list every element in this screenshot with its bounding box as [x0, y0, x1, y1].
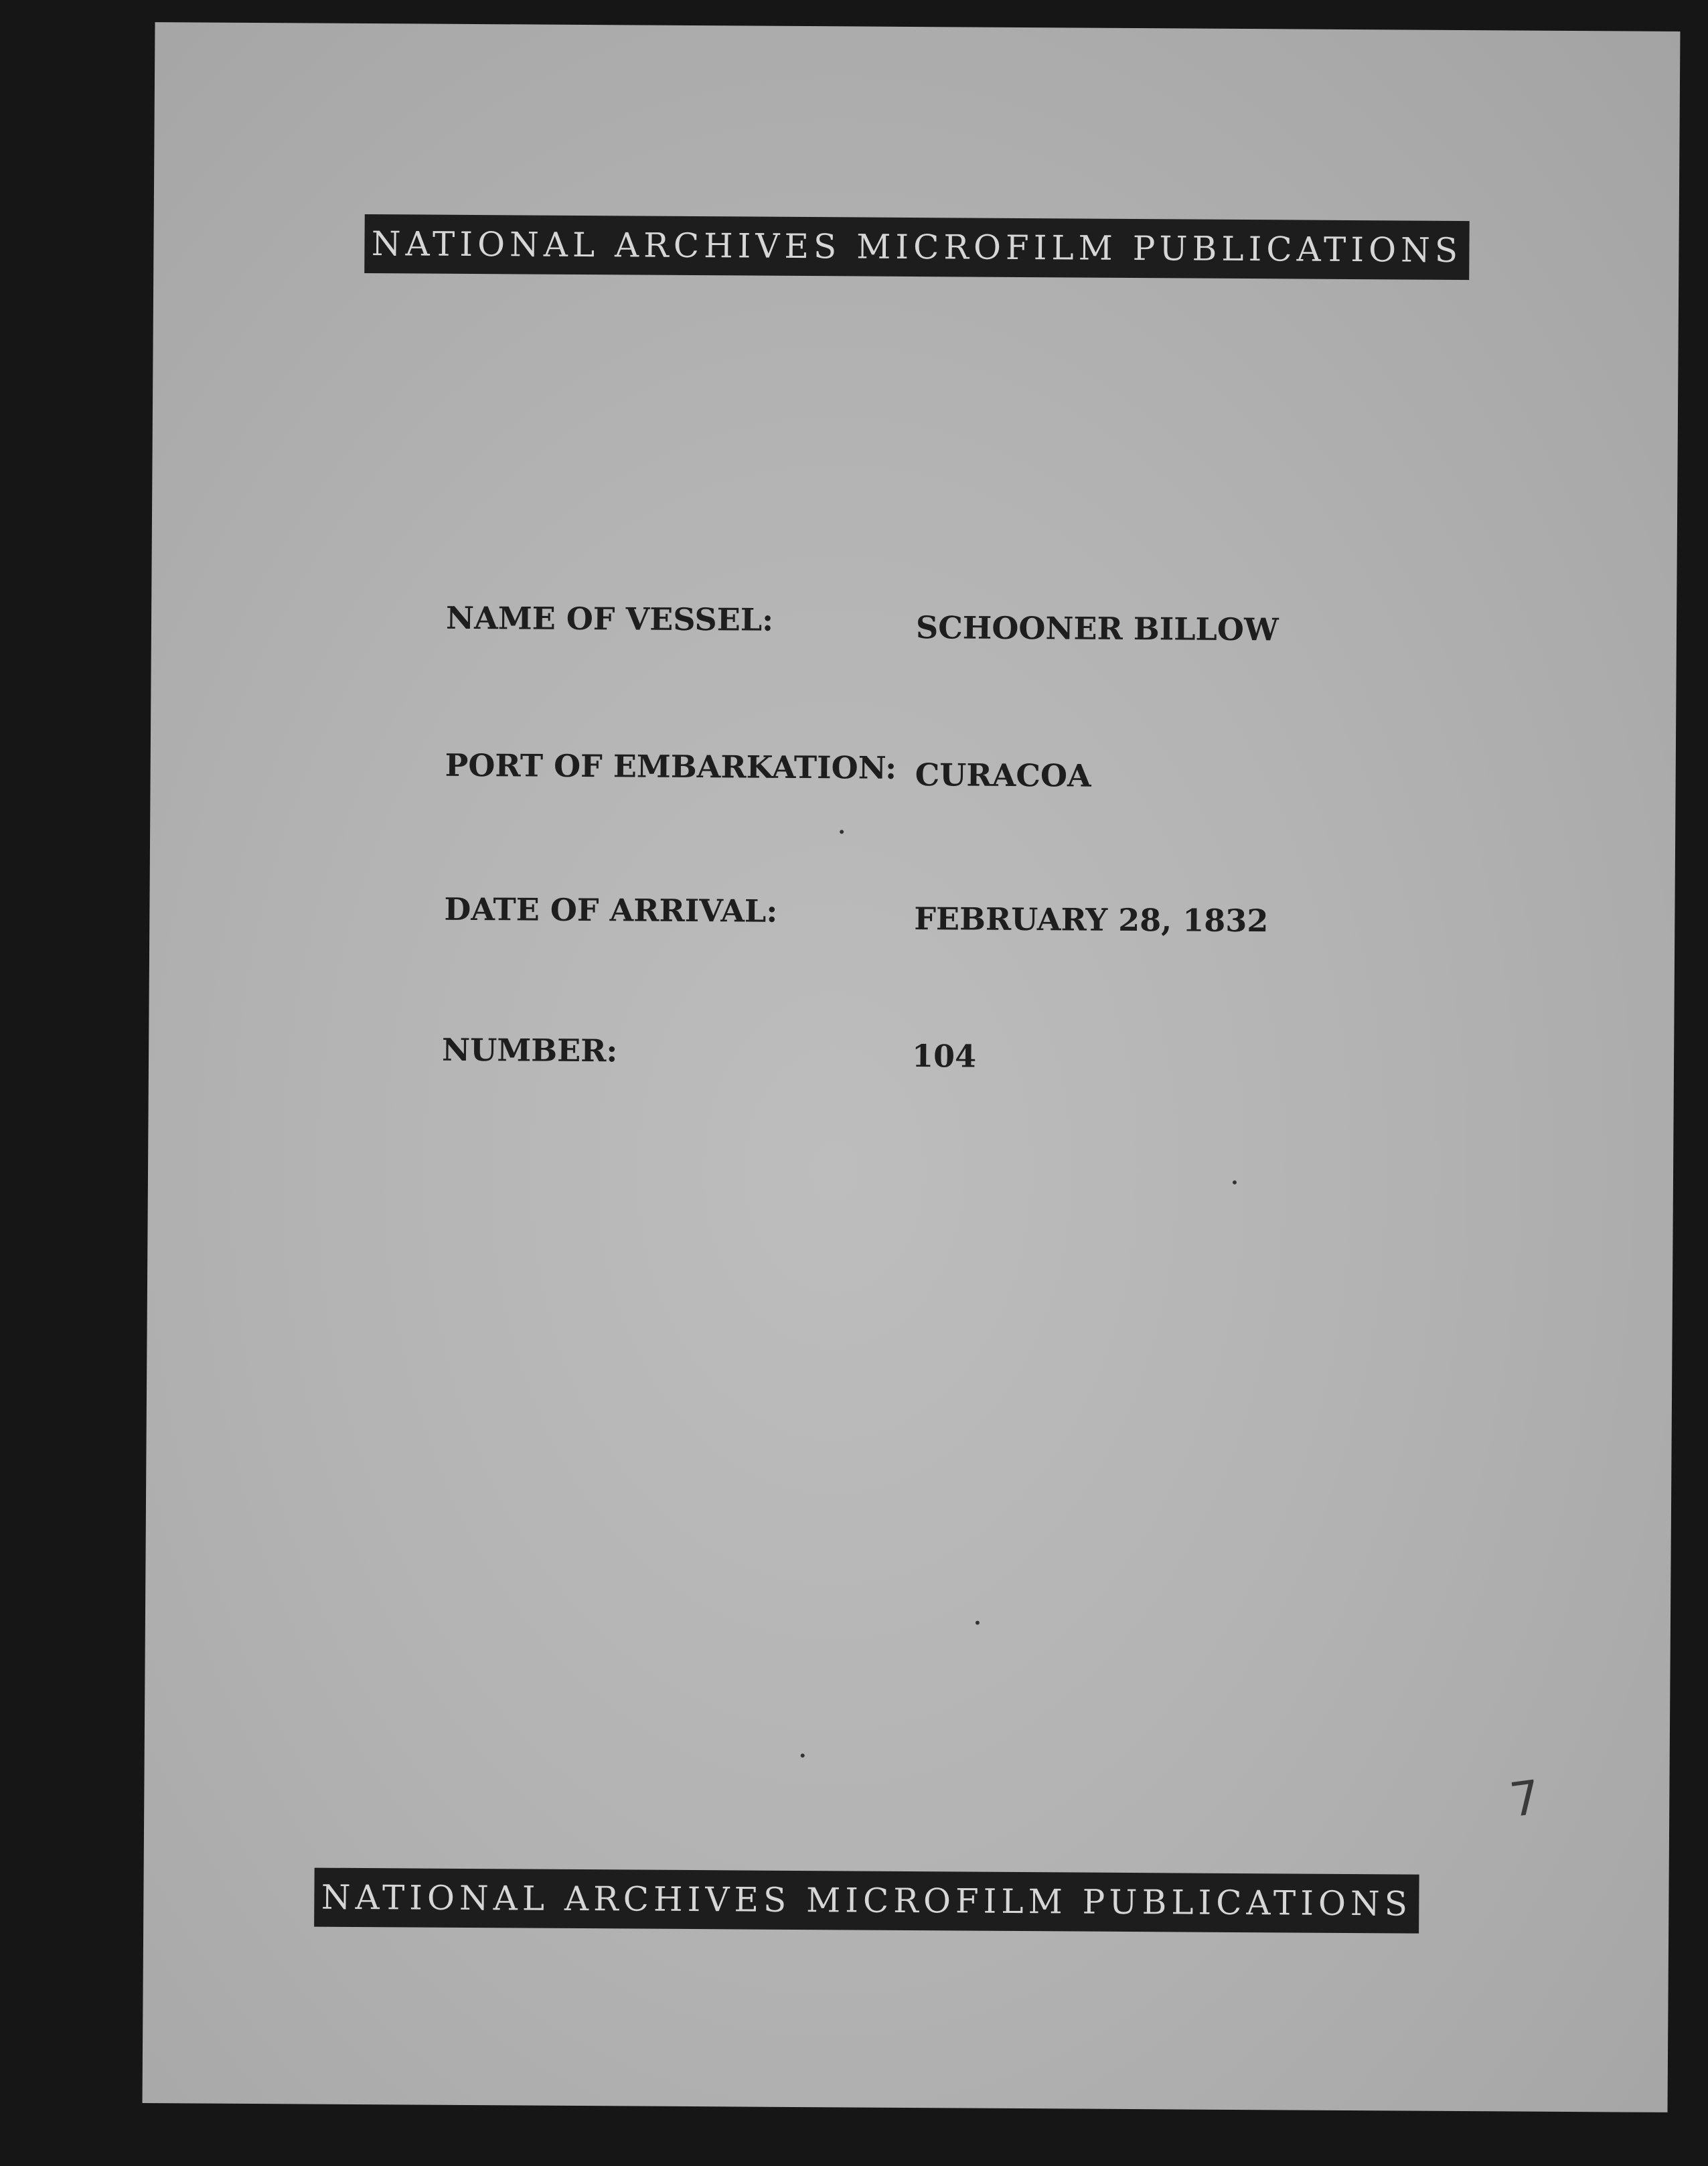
header-banner	[364, 214, 1470, 280]
port-of-embarkation-value: CURACOA	[915, 757, 1091, 794]
film-speck	[1233, 1180, 1237, 1184]
footer-banner-text: NATIONAL ARCHIVES MICROFILM PUBLICATIONS	[321, 1877, 1413, 1924]
date-of-arrival-label: DATE OF ARRIVAL:	[444, 891, 778, 929]
header-banner-text: NATIONAL ARCHIVES MICROFILM PUBLICATIONS	[371, 224, 1463, 270]
vessel-name-label: NAME OF VESSEL:	[445, 599, 774, 638]
number-label: NUMBER:	[441, 1031, 618, 1069]
date-of-arrival-value: FEBRUARY 28, 1832	[914, 901, 1269, 939]
number-value: 104	[911, 1038, 977, 1075]
target-sheet	[143, 22, 1681, 2112]
film-speck	[840, 830, 844, 834]
vessel-name-value: SCHOONER BILLOW	[915, 609, 1279, 648]
pencil-annotation: 7	[1506, 1770, 1544, 1829]
film-speck	[976, 1621, 980, 1625]
port-of-embarkation-label: PORT OF EMBARKATION:	[445, 747, 897, 786]
film-speck	[801, 1754, 805, 1758]
footer-banner	[314, 1868, 1419, 1934]
